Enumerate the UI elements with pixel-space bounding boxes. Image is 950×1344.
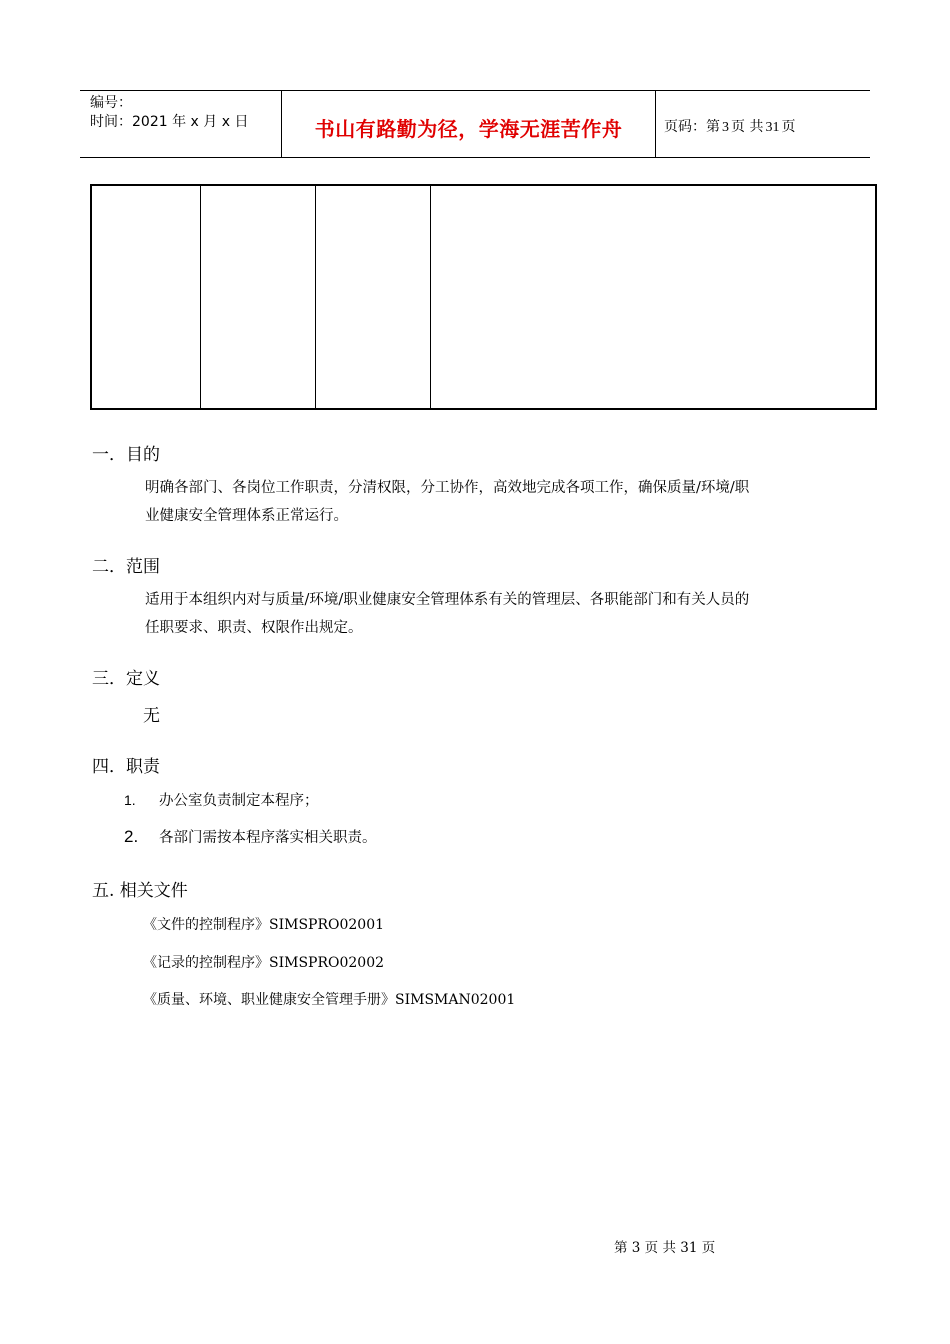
section-body-scope <box>145 586 865 642</box>
page-suffix: 页 <box>781 119 796 135</box>
table-column-divider <box>430 184 431 410</box>
section-title-duties: 四．职责 <box>92 757 160 777</box>
header-bottom-rule <box>80 157 870 158</box>
section-body-purpose <box>145 474 865 530</box>
empty-table <box>90 184 877 410</box>
page-total: 31 <box>765 120 780 135</box>
header-top-rule <box>80 90 870 91</box>
footer-page-number: 第 3 页 共 31 页 <box>614 1240 716 1256</box>
page-prefix: 页码：第 <box>664 119 720 135</box>
paragraph-line: 明确各部门、各岗位工作职责，分清权限，分工协作，高效地完成各项工作，确保质量/环境/职 <box>145 480 750 496</box>
header-divider-right <box>655 90 656 158</box>
section-title-related: 五. 相关文件 <box>92 881 188 901</box>
table-column-divider <box>315 184 316 410</box>
section-title-purpose: 一．目的 <box>92 445 160 465</box>
list-item <box>124 826 377 847</box>
paragraph-line: 任职要求、职责、权限作出规定。 <box>145 620 363 636</box>
related-doc: 《文件的控制程序》SIMSPRO02001 <box>143 917 385 933</box>
header-motto: 书山有路勤为径，学海无涯苦作舟 <box>314 117 623 141</box>
paragraph-line: 业健康安全管理体系正常运行。 <box>145 508 348 524</box>
paragraph-line: 适用于本组织内对与质量/环境/职业健康安全管理体系有关的管理层、各职能部门和有关人员的 <box>145 592 750 608</box>
section-title-scope: 二．范围 <box>92 557 160 577</box>
doc-code-label: 编号： <box>90 95 132 111</box>
list-item-text: 办公室负责制定本程序； <box>159 793 319 809</box>
header-page-number <box>664 116 795 136</box>
related-doc: 《记录的控制程序》SIMSPRO02002 <box>143 955 385 971</box>
page-current: 3 <box>722 120 729 135</box>
section-title-definition: 三．定义 <box>92 669 160 689</box>
table-column-divider <box>200 184 201 410</box>
definition-text: 无 <box>143 706 160 726</box>
list-item-number: 1. <box>124 792 136 808</box>
list-item <box>124 789 319 810</box>
related-doc: 《质量、环境、职业健康安全管理手册》SIMSMAN02001 <box>143 992 516 1008</box>
list-item-number: 2. <box>124 827 139 846</box>
page-mid: 页 共 <box>731 119 764 135</box>
list-item-text: 各部门需按本程序落实相关职责。 <box>159 830 377 846</box>
header-meta <box>90 94 248 132</box>
doc-time: 时间：2021 年 x 月 x 日 <box>90 114 249 130</box>
